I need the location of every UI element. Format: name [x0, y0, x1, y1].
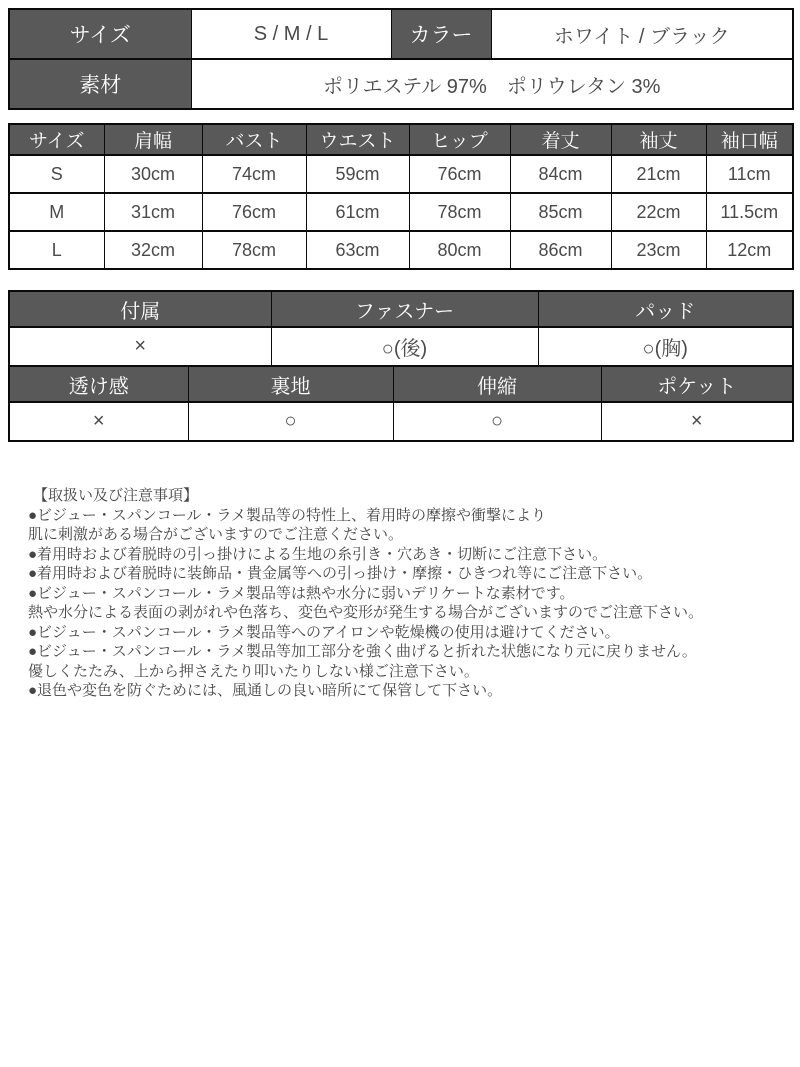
header-cell: 袖丈	[611, 124, 706, 155]
size-color-material-table	[8, 8, 794, 110]
data-cell: 61cm	[306, 193, 409, 231]
data-cell: 78cm	[202, 231, 306, 269]
header-cell: 伸縮	[393, 366, 601, 402]
care-note-line: ●着用時および着脱時の引っ掛けによる生地の糸引き・穴あき・切断にご注意下さい。	[28, 545, 608, 563]
data-cell: ×	[9, 402, 188, 441]
color-value: ホワイト / ブラック	[491, 9, 793, 59]
data-cell: 85cm	[510, 193, 611, 231]
data-cell: 12cm	[706, 231, 793, 269]
data-cell: 32cm	[104, 231, 202, 269]
data-cell: 22cm	[611, 193, 706, 231]
data-cell: ○	[393, 402, 601, 441]
data-cell: 63cm	[306, 231, 409, 269]
care-notes	[8, 486, 792, 701]
care-note-line: 優しくたたみ、上から押さえたり叩いたりしない様ご注意下さい。	[28, 662, 479, 680]
table-row-size-s	[9, 155, 793, 193]
size-value: S / M / L	[191, 9, 391, 59]
data-cell: 30cm	[104, 155, 202, 193]
attachments-table	[8, 290, 794, 367]
header-cell: ファスナー	[271, 291, 538, 327]
data-cell: 21cm	[611, 155, 706, 193]
table-header-row	[9, 291, 793, 327]
table-row	[9, 59, 793, 109]
data-cell: L	[9, 231, 104, 269]
data-cell: ○	[188, 402, 393, 441]
data-cell: 80cm	[409, 231, 510, 269]
data-cell: 86cm	[510, 231, 611, 269]
header-cell: 肩幅	[104, 124, 202, 155]
table-row-size-m	[9, 193, 793, 231]
header-cell: バスト	[202, 124, 306, 155]
details-table	[8, 365, 794, 442]
material-value: ポリエステル 97% ポリウレタン 3%	[191, 59, 793, 109]
table-row-size-l	[9, 231, 793, 269]
data-cell: M	[9, 193, 104, 231]
data-cell: ×	[601, 402, 793, 441]
data-cell: 11.5cm	[706, 193, 793, 231]
data-cell: 11cm	[706, 155, 793, 193]
data-cell: S	[9, 155, 104, 193]
data-cell: ×	[9, 327, 271, 366]
care-note-line: ●ビジュー・スパンコール・ラメ製品等加工部分を強く曲げると折れた状態になり元に戻りません。	[28, 643, 697, 660]
data-cell: ○(胸)	[538, 327, 793, 366]
data-cell: 78cm	[409, 193, 510, 231]
care-notes-title: 【取扱い及び注意事項】	[33, 487, 199, 504]
header-cell: サイズ	[9, 124, 104, 155]
data-cell: 76cm	[202, 193, 306, 231]
header-cell: 透け感	[9, 366, 188, 402]
header-cell: パッド	[538, 291, 793, 327]
care-note-line: ●ビジュー・スパンコール・ラメ製品等の特性上、着用時の摩擦や衝撃により	[28, 506, 547, 524]
header-cell: ポケット	[601, 366, 793, 402]
table-row	[9, 327, 793, 366]
care-note-line: ●退色や変色を防ぐためには、風通しの良い暗所にて保管して下さい。	[28, 682, 503, 699]
care-note-line: ●ビジュー・スパンコール・ラメ製品等は熱や水分に弱いデリケートな素材です。	[28, 584, 575, 602]
header-cell: 裏地	[188, 366, 393, 402]
data-cell: 59cm	[306, 155, 409, 193]
table-header-row	[9, 124, 793, 155]
care-note-line: ●ビジュー・スパンコール・ラメ製品等へのアイロンや乾燥機の使用は避けてください。	[28, 623, 620, 641]
care-note-line: 熱や水分による表面の剥がれや色落ち、変色や変形が発生する場合がございますのでご注意下さい。	[28, 604, 704, 621]
data-cell: 84cm	[510, 155, 611, 193]
size-label: サイズ	[9, 9, 191, 59]
header-cell: ウエスト	[306, 124, 409, 155]
header-cell: 着丈	[510, 124, 611, 155]
table-row	[9, 9, 793, 59]
care-note-line: 肌に刺激がある場合がございますのでご注意ください。	[28, 526, 404, 543]
header-cell: ヒップ	[409, 124, 510, 155]
data-cell: 74cm	[202, 155, 306, 193]
care-note-line: ●着用時および着脱時に装飾品・貴金属等への引っ掛け・摩擦・ひきつれ等にご注意下さい。	[28, 565, 653, 582]
data-cell: ○(後)	[271, 327, 538, 366]
header-cell: 袖口幅	[706, 124, 793, 155]
color-label: カラー	[391, 9, 491, 59]
measurement-table	[8, 123, 794, 270]
table-row	[9, 402, 793, 441]
material-label: 素材	[9, 59, 191, 109]
data-cell: 31cm	[104, 193, 202, 231]
table-header-row	[9, 366, 793, 402]
data-cell: 23cm	[611, 231, 706, 269]
data-cell: 76cm	[409, 155, 510, 193]
header-cell: 付属	[9, 291, 271, 327]
